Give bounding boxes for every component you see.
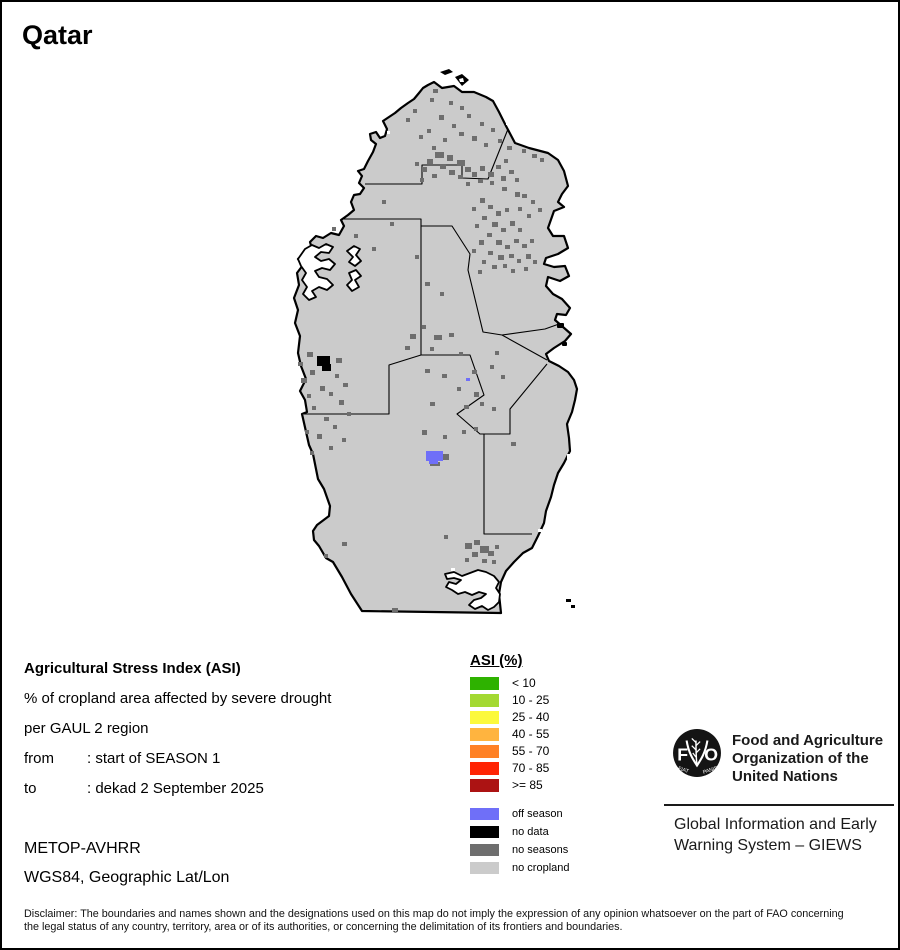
asi-description-line2: per GAUL 2 region: [24, 720, 149, 737]
legend-label: 55 - 70: [512, 744, 550, 758]
page-title: Qatar: [22, 20, 93, 50]
qatar-landmass: [294, 82, 577, 613]
legend-label: off season: [512, 808, 563, 820]
legend-label: 40 - 55: [512, 727, 550, 741]
asi-heading: Agricultural Stress Index (ASI): [24, 660, 241, 677]
disclaimer-text: Disclaimer: The boundaries and names shown and the designations used on this map do not imply the expression of any opinion whatsoever on the part of FAO concerning the legal status of any country, territory, area or of its authorities, or concerning the delimitation of its frontiers and boundaries.: [24, 908, 844, 933]
legend-swatch: [470, 728, 499, 741]
svg-text:F: F: [677, 744, 689, 765]
legend-swatch: [470, 844, 499, 856]
legend-row: [470, 692, 570, 708]
legend-row: [470, 807, 570, 821]
legend-swatch: [470, 862, 499, 874]
legend-gap: [470, 794, 570, 807]
legend-row: [470, 675, 570, 691]
legend-label: >= 85: [512, 778, 543, 792]
legend-label: < 10: [512, 676, 536, 690]
legend-row: [470, 777, 570, 793]
period-from-row: [24, 744, 331, 774]
legend-row: [470, 743, 570, 759]
giews-line: Warning System – GIEWS: [674, 837, 862, 854]
sensor-block: [24, 834, 229, 892]
legend-swatch: [470, 694, 499, 707]
asi-legend: [470, 652, 570, 879]
fao-name: [732, 728, 883, 786]
legend-label: 70 - 85: [512, 761, 550, 775]
legend-swatch: [470, 808, 499, 820]
fao-logo-icon: [672, 728, 722, 778]
legend-label: 25 - 40: [512, 710, 550, 724]
fao-name-line: United Nations: [732, 768, 838, 785]
fao-name-line: Food and Agriculture: [732, 732, 884, 749]
fao-divider: [664, 804, 894, 806]
legend-label: no cropland: [512, 862, 570, 874]
asi-description-line1: % of cropland area affected by severe drought: [24, 690, 332, 707]
legend-row: [470, 861, 570, 875]
legend-label: no data: [512, 826, 549, 838]
map-info-block: [24, 654, 331, 804]
legend-swatch: [470, 779, 499, 792]
fao-name-line: Organization of the: [732, 750, 869, 767]
legend-swatch: [470, 762, 499, 775]
legend-row: [470, 843, 570, 857]
legend-row: [470, 825, 570, 839]
to-value: : dekad 2 September 2025: [87, 780, 264, 797]
legend-row: [470, 709, 570, 725]
from-value: : start of SEASON 1: [87, 750, 221, 767]
to-label: to: [24, 780, 37, 797]
legend-swatch: [470, 711, 499, 724]
legend-label: 10 - 25: [512, 693, 550, 707]
legend-swatch: [470, 745, 499, 758]
svg-text:PANIS: PANIS: [702, 765, 719, 776]
legend-swatch: [470, 826, 499, 838]
svg-text:O: O: [704, 744, 719, 765]
legend-row: [470, 760, 570, 776]
fao-block: [664, 728, 894, 856]
from-label: from: [24, 750, 54, 767]
svg-text:FIAT: FIAT: [677, 765, 690, 775]
legend-row: [470, 726, 570, 742]
legend-title: ASI (%): [470, 652, 523, 669]
period-to-row: [24, 774, 331, 804]
projection-name: WGS84, Geographic Lat/Lon: [24, 869, 230, 886]
sensor-name: METOP-AVHRR: [24, 840, 141, 857]
giews-line: Global Information and Early: [674, 816, 877, 833]
giews-caption: [674, 814, 894, 856]
legend-label: no seasons: [512, 844, 569, 856]
legend-swatch: [470, 677, 499, 690]
